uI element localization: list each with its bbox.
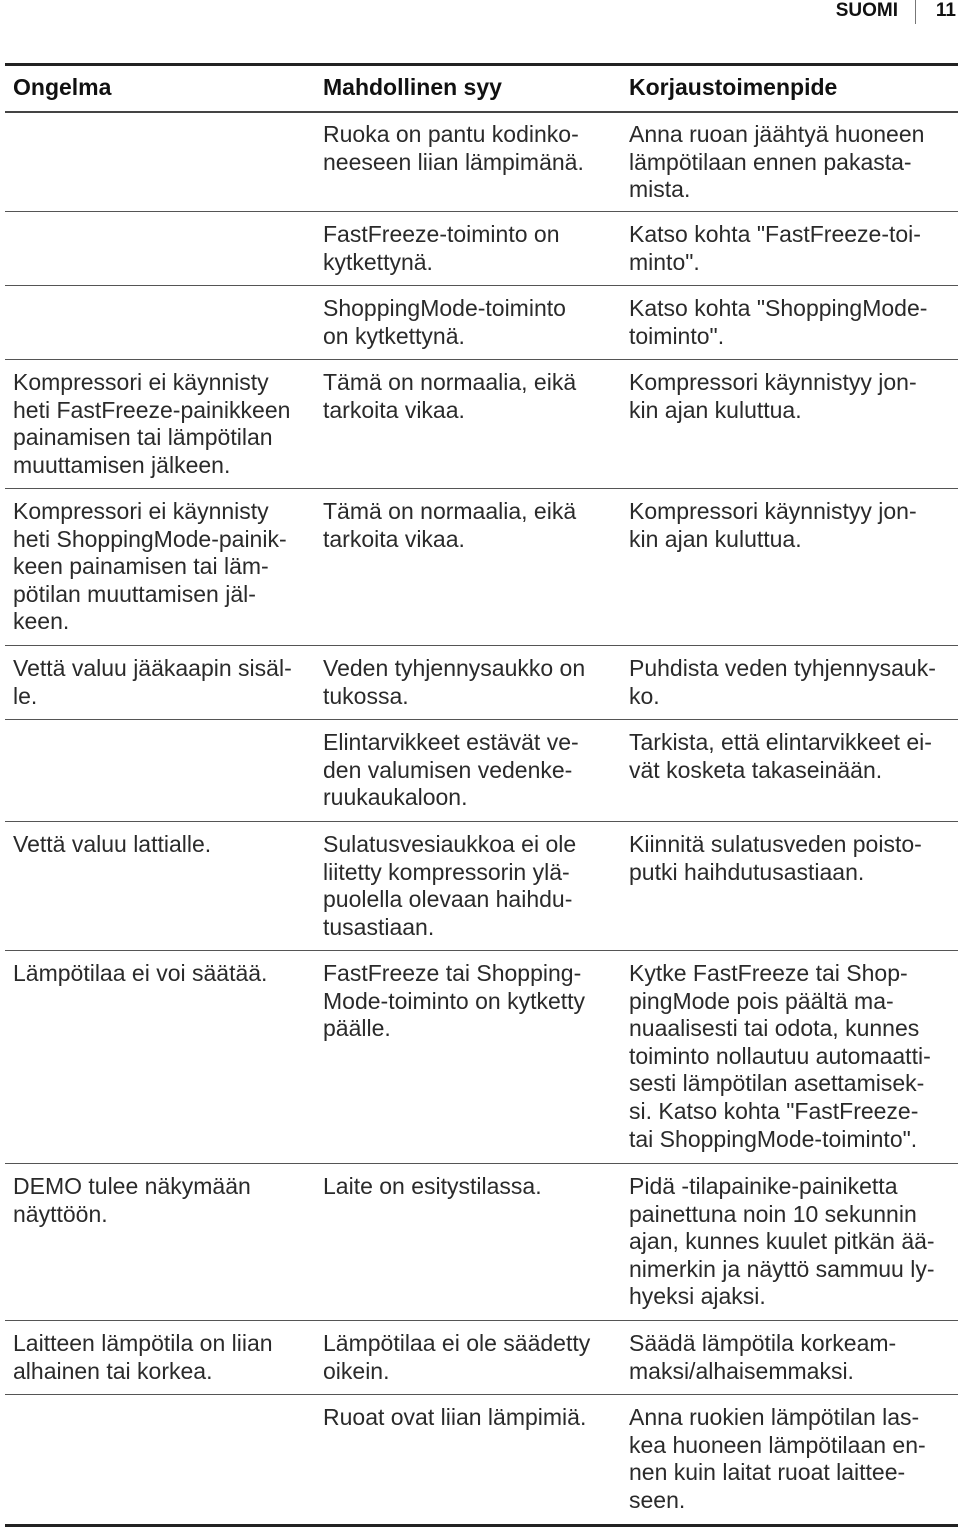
cause-cell: Tämä on normaalia, eikä tarkoita vikaa. [323,498,577,552]
table-row [5,213,958,286]
table-bottom-rule [5,1524,958,1527]
problem-cell: DEMO tulee näkymään näyttöön. [13,1173,251,1227]
problem-cell: Vettä valuu jääkaapin sisäl- le. [13,655,292,709]
problem-cell: Kompressori ei käynnisty heti ShoppingMode-painik- keen painamisen tai läm- pötilan muuttamisen jäl- keen. [13,498,287,635]
page-header [0,0,960,40]
table-row [5,287,958,360]
remedy-cell: Säädä lämpötila korkeam- maksi/alhaisemmaksi. [629,1330,897,1384]
language-label: SUOMI [835,0,898,21]
table-row [5,490,958,646]
column-header-remedy: Korjaustoimenpide [629,74,838,100]
remedy-cell: Kompressori käynnistyy jon- kin ajan kuluttua. [629,369,917,423]
cause-cell: ShoppingMode-toiminto on kytkettynä. [323,295,566,349]
cause-cell: Sulatusvesiaukkoa ei ole liitetty kompressorin ylä- puolella olevaan haihdu- tusastiaan. [323,831,577,940]
table-top-rule [5,63,958,66]
remedy-cell: Anna ruoan jäähtyä huoneen lämpötilaan ennen pakasta- mista. [629,121,925,203]
remedy-cell: Kiinnitä sulatusveden poisto- putki haihdutusastiaan. [629,831,922,885]
table-row [5,823,958,951]
header-divider [915,0,916,24]
cause-cell: Ruoat ovat liian lämpimiä. [323,1404,587,1430]
problem-cell: Laitteen lämpötila on liian alhainen tai korkea. [13,1330,273,1384]
table-row [5,113,958,212]
cause-cell: Ruoka on pantu kodinko- neeseen liian lämpimänä. [323,121,584,175]
cause-cell: Tämä on normaalia, eikä tarkoita vikaa. [323,369,577,423]
cause-cell: Elintarvikkeet estävät ve- den valumisen vedenke- ruukaukaloon. [323,729,579,811]
page-number: 11 [935,0,956,21]
table-row [5,721,958,822]
remedy-cell: Katso kohta "FastFreeze-toi- minto". [629,221,921,275]
cause-cell: Laite on esitystilassa. [323,1173,542,1199]
column-header-problem: Ongelma [13,74,112,100]
table-row [5,1165,958,1321]
cause-cell: Lämpötilaa ei ole säädetty oikein. [323,1330,591,1384]
table-row [5,1322,958,1395]
problem-cell: Kompressori ei käynnisty heti FastFreeze-painikkeen painamisen tai lämpötilan muuttamisen jälkeen. [13,369,291,478]
cause-cell: Veden tyhjennysaukko on tukossa. [323,655,586,709]
table-row [5,647,958,720]
remedy-cell: Tarkista, että elintarvikkeet ei- vät kosketa takaseinään. [629,729,932,783]
table-row [5,952,958,1164]
column-header-cause: Mahdollinen syy [323,74,502,100]
remedy-cell: Anna ruokien lämpötilan las- kea huoneen lämpötilaan en- nen kuin laitat ruoat laittee- seen. [629,1404,926,1513]
problem-cell: Lämpötilaa ei voi säätää. [13,960,268,986]
problem-cell: Vettä valuu lattialle. [13,831,212,857]
remedy-cell: Puhdista veden tyhjennysauk- ko. [629,655,936,709]
remedy-cell: Pidä -tilapainike-painiketta painettuna noin 10 sekunnin ajan, kunnes kuulet pitkän ää- nimerkin ja näyttö sammuu ly- hyeksi ajaksi. [629,1173,935,1310]
remedy-cell: Katso kohta "ShoppingMode- toiminto". [629,295,928,349]
table-row [5,361,958,489]
remedy-cell: Kompressori käynnistyy jon- kin ajan kuluttua. [629,498,917,552]
cause-cell: FastFreeze-toiminto on kytkettynä. [323,221,560,275]
cause-cell: FastFreeze tai Shopping- Mode-toiminto on kytketty päälle. [323,960,586,1042]
table-row [5,1396,958,1522]
remedy-cell: Kytke FastFreeze tai Shop- pingMode pois päältä ma- nuaalisesti tai odota, kunnes toiminto nollautuu automaatti- sesti lämpötilan asettamisek- si. Katso kohta "FastFreeze- tai ShoppingMode-toiminto". [629,960,931,1152]
